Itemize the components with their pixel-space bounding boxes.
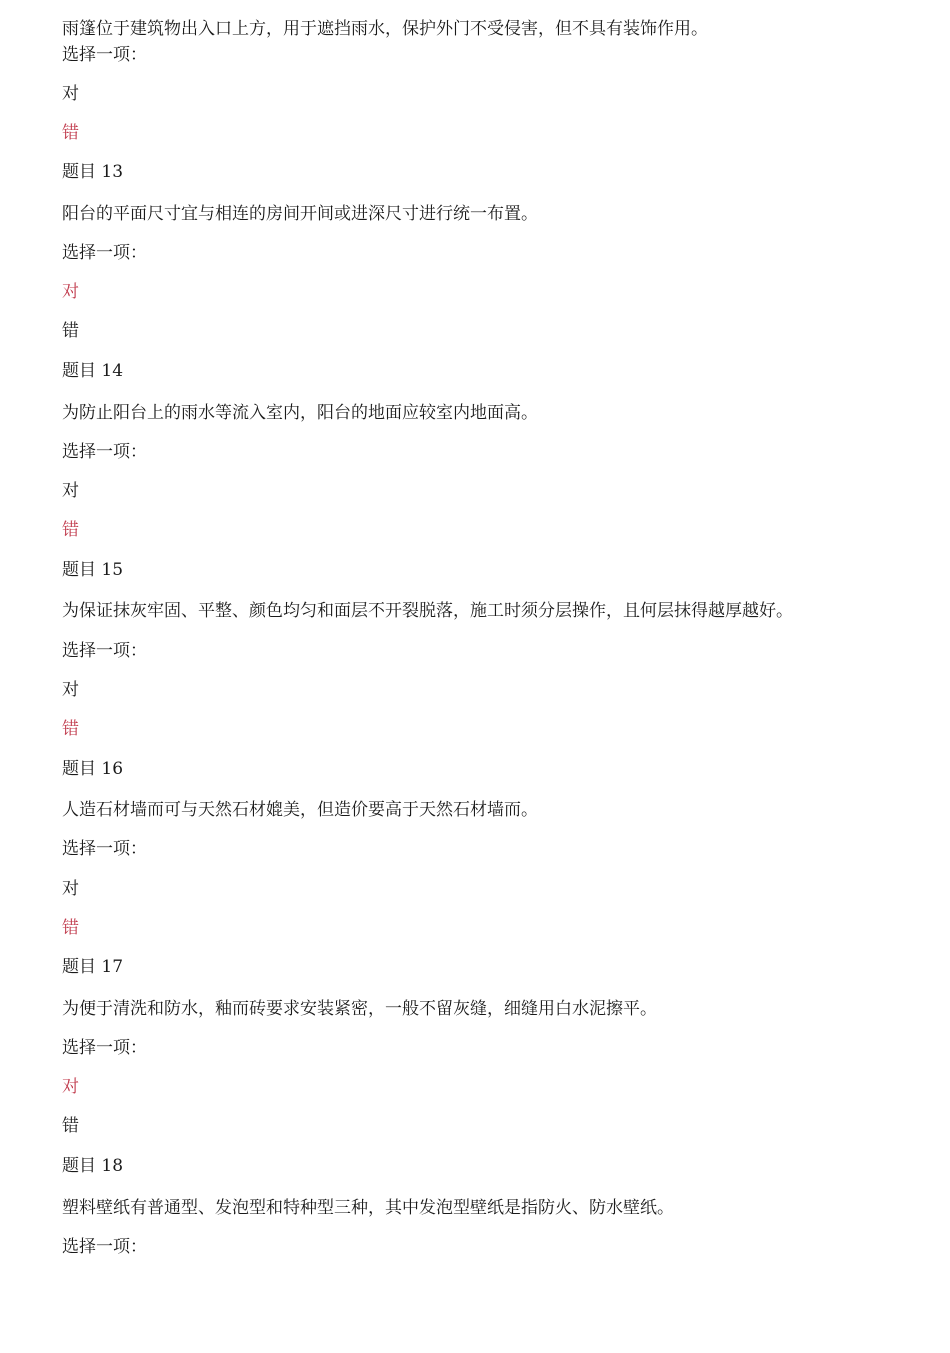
question-17-option-false[interactable]: 错 xyxy=(62,1116,79,1136)
question-15-option-false[interactable]: 错 xyxy=(62,719,79,739)
question-14-select-prompt: 选择一项： xyxy=(62,442,147,462)
question-17-text: 为便于清洗和防水，釉而砖要求安装紧密，一般不留灰缝，细缝用白水泥擦平。 xyxy=(62,999,657,1019)
question-18-select-prompt: 选择一项： xyxy=(62,1237,147,1257)
question-13-select-prompt: 选择一项： xyxy=(62,243,147,263)
question-18-title: 题目 18 xyxy=(62,1156,124,1176)
intro-question-text: 雨篷位于建筑物出入口上方，用于遮挡雨水，保护外门不受侵害，但不具有装饰作用。 xyxy=(62,19,708,39)
question-14-option-true[interactable]: 对 xyxy=(62,481,79,501)
question-15-text: 为保证抹灰牢固、平整、颜色均匀和面层不开裂脱落，施工时须分层操作，且何层抹得越厚越好。 xyxy=(62,601,793,621)
question-15-option-true[interactable]: 对 xyxy=(62,680,79,700)
question-14-title: 题目 14 xyxy=(62,361,124,381)
intro-option-false[interactable]: 错 xyxy=(62,123,79,143)
intro-option-true[interactable]: 对 xyxy=(62,84,79,104)
question-15-select-prompt: 选择一项： xyxy=(62,641,147,661)
question-16-text: 人造石材墙而可与天然石材媲美，但造价要高于天然石材墙而。 xyxy=(62,800,538,820)
question-16-select-prompt: 选择一项： xyxy=(62,839,147,859)
question-16-option-false[interactable]: 错 xyxy=(62,918,79,938)
question-17-select-prompt: 选择一项： xyxy=(62,1038,147,1058)
question-15-title: 题目 15 xyxy=(62,560,124,580)
question-14-option-false[interactable]: 错 xyxy=(62,520,79,540)
question-16-option-true[interactable]: 对 xyxy=(62,879,79,899)
intro-select-prompt: 选择一项： xyxy=(62,45,147,65)
question-13-option-true[interactable]: 对 xyxy=(62,282,79,302)
question-13-option-false[interactable]: 错 xyxy=(62,321,79,341)
question-13-text: 阳台的平面尺寸宜与相连的房间开间或进深尺寸进行统一布置。 xyxy=(62,204,538,224)
question-16-title: 题目 16 xyxy=(62,759,124,779)
question-14-text: 为防止阳台上的雨水等流入室内，阳台的地面应较室内地面高。 xyxy=(62,403,538,423)
question-17-option-true[interactable]: 对 xyxy=(62,1077,79,1097)
question-18-text: 塑料壁纸有普通型、发泡型和特种型三种，其中发泡型壁纸是指防火、防水壁纸。 xyxy=(62,1198,674,1218)
question-13-title: 题目 13 xyxy=(62,162,124,182)
question-17-title: 题目 17 xyxy=(62,957,124,977)
